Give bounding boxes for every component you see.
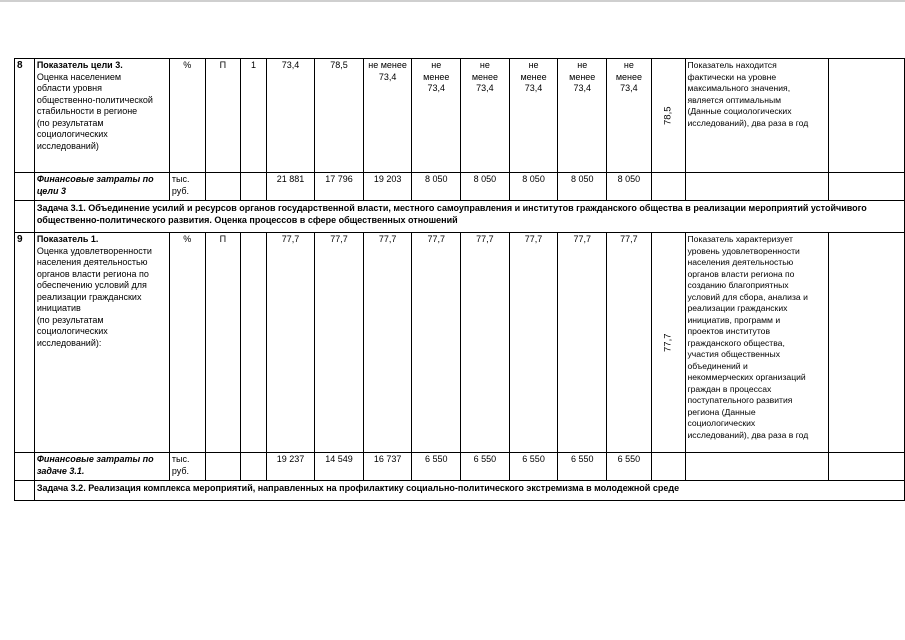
finance-unit: тыс. руб. — [169, 173, 205, 201]
empty-cell — [241, 453, 267, 481]
task-heading: Задача 3.1. Объединение усилий и ресурсов органов государственной власти, местного самоуправления и институтов гражданского общества в реализации мероприятий устойчивого общественно-политического развития. Оценка процессов в сфере общественных отношений — [34, 201, 904, 233]
finance-label: Финансовые затраты по цели 3 — [34, 173, 169, 201]
value-cell: 77,7 — [461, 233, 510, 453]
type-cell: П — [205, 233, 241, 453]
finance-value: 6 550 — [461, 453, 510, 481]
indicator-cell — [34, 233, 169, 453]
empty-cell — [651, 173, 685, 201]
empty-cell — [829, 233, 905, 453]
finance-value: 17 796 — [315, 173, 363, 201]
note-cell: Показатель находится фактически на уровне максимального значения, является оптимальным (Данные социологических исследований), два раза в год — [685, 59, 829, 173]
value-cell: 77,7 — [607, 233, 652, 453]
indicator-title: Показатель 1. — [36, 234, 99, 244]
value-cell: 77,7 — [412, 233, 461, 453]
vertical-value-cell — [651, 59, 685, 173]
finance-value: 8 050 — [607, 173, 652, 201]
value-cell: 77,7 — [558, 233, 607, 453]
indicator-description: Оценка населением области уровня общественно-политической стабильности в регионе (по результатам социологических исследований) — [36, 71, 153, 151]
page-top-edge — [0, 0, 905, 2]
table-row-finance-8 — [15, 173, 905, 201]
unit-cell: % — [169, 233, 205, 453]
value-cell: не менее 73,4 — [412, 59, 461, 173]
empty-cell — [241, 233, 267, 453]
row-number: 9 — [15, 233, 35, 453]
value-cell: не менее 73,4 — [558, 59, 607, 173]
value-cell: не менее 73,4 — [607, 59, 652, 173]
finance-value: 19 237 — [266, 453, 314, 481]
task-heading: Задача 3.2. Реализация комплекса мероприятий, направленных на профилактику социально-политического экстремизма в молодежной среде — [34, 481, 904, 501]
indicator-cell — [34, 59, 169, 173]
finance-value: 8 050 — [461, 173, 510, 201]
empty-cell — [15, 201, 35, 233]
empty-cell — [15, 173, 35, 201]
value-cell: 73,4 — [266, 59, 314, 173]
value-cell: не менее 73,4 — [509, 59, 558, 173]
note-cell: Показатель характеризует уровень удовлетворенности населения деятельностью органов власти региона по созданию благоприятных условий для сбора, анализа и реализации гражданских инициатив, программ и проектов институтов гражданского общества, участия общественных объединений и некоммерческих организаций граждан в процессах поступательного развития региона (Данные социологических исследований), два раза в год — [685, 233, 829, 453]
empty-cell — [205, 453, 241, 481]
finance-value: 21 881 — [266, 173, 314, 201]
empty-cell — [651, 453, 685, 481]
value-cell: 78,5 — [315, 59, 363, 173]
value-cell: 77,7 — [266, 233, 314, 453]
table-row-8 — [15, 59, 905, 173]
finance-value: 8 050 — [509, 173, 558, 201]
unit-cell: % — [169, 59, 205, 173]
weight-cell: 1 — [241, 59, 267, 173]
finance-value: 6 550 — [607, 453, 652, 481]
table-row-finance-9 — [15, 453, 905, 481]
task-row-3-1 — [15, 201, 905, 233]
empty-cell — [241, 173, 267, 201]
empty-cell — [15, 481, 35, 501]
indicator-title: Показатель цели 3. — [36, 60, 123, 70]
vertical-value-cell — [651, 233, 685, 453]
empty-cell — [685, 453, 829, 481]
indicator-description: Оценка удовлетворенности населения деятельностью органов власти региона по обеспечению условий для реализации гражданских инициатив (по результатам социологических исследований): — [36, 245, 152, 348]
finance-value: 6 550 — [412, 453, 461, 481]
empty-cell — [205, 173, 241, 201]
finance-value: 8 050 — [558, 173, 607, 201]
value-cell: 77,7 — [315, 233, 363, 453]
table-row-9 — [15, 233, 905, 453]
finance-label: Финансовые затраты по задаче 3.1. — [34, 453, 169, 481]
row-number: 8 — [15, 59, 35, 173]
empty-cell — [829, 453, 905, 481]
finance-value: 6 550 — [509, 453, 558, 481]
vertical-value: 78,5 — [662, 106, 674, 125]
value-cell: не менее 73,4 — [363, 59, 412, 173]
task-row-3-2 — [15, 481, 905, 501]
finance-value: 16 737 — [363, 453, 412, 481]
value-cell: 77,7 — [363, 233, 412, 453]
finance-value: 6 550 — [558, 453, 607, 481]
value-cell: не менее 73,4 — [461, 59, 510, 173]
finance-unit: тыс. руб. — [169, 453, 205, 481]
empty-cell — [829, 59, 905, 173]
finance-value: 19 203 — [363, 173, 412, 201]
empty-cell — [15, 453, 35, 481]
finance-value: 14 549 — [315, 453, 363, 481]
finance-value: 8 050 — [412, 173, 461, 201]
empty-cell — [685, 173, 829, 201]
empty-cell — [829, 173, 905, 201]
value-cell: 77,7 — [509, 233, 558, 453]
type-cell: П — [205, 59, 241, 173]
indicators-table — [14, 58, 905, 501]
vertical-value: 77,7 — [662, 333, 674, 352]
